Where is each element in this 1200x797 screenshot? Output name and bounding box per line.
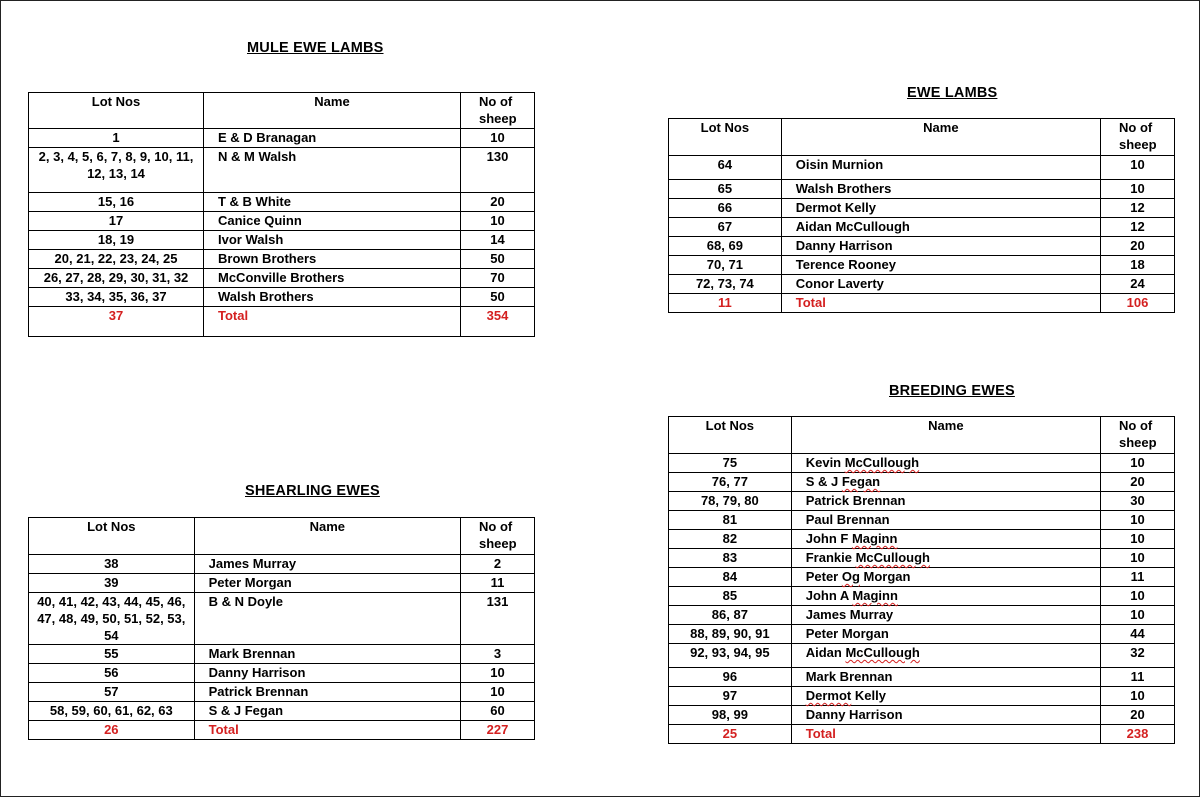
name-cell: Walsh Brothers <box>204 288 461 307</box>
count-cell: 10 <box>461 664 535 683</box>
name-cell: Ivor Walsh <box>204 231 461 250</box>
name-cell: Canice Quinn <box>204 212 461 231</box>
lot-cell: 92, 93, 94, 95 <box>669 644 792 668</box>
name-header: Name <box>791 417 1100 454</box>
total-count-cell: 238 <box>1101 725 1175 744</box>
lot-cell: 88, 89, 90, 91 <box>669 625 792 644</box>
name-cell: John A Maginn <box>791 587 1100 606</box>
lot-cell: 2, 3, 4, 5, 6, 7, 8, 9, 10, 11, 12, 13, 14 <box>29 148 204 193</box>
lot-cell: 56 <box>29 664 195 683</box>
lot-cell: 38 <box>29 555 195 574</box>
name-cell: Conor Laverty <box>781 275 1100 294</box>
table-row <box>29 645 535 664</box>
count-header: No of sheep <box>461 93 535 129</box>
lot-header: Lot Nos <box>669 119 782 156</box>
name-cell: N & M Walsh <box>204 148 461 193</box>
table-row <box>29 664 535 683</box>
lot-cell: 66 <box>669 199 782 218</box>
name-cell: S & J Fegan <box>194 702 460 721</box>
name-cell: B & N Doyle <box>194 593 460 645</box>
table-row <box>29 212 535 231</box>
count-cell: 10 <box>1101 687 1175 706</box>
table-row <box>669 275 1175 294</box>
mule-ewe-lambs-table <box>28 92 535 337</box>
count-cell: 3 <box>461 645 535 664</box>
total-lot-cell: 11 <box>669 294 782 313</box>
lot-cell: 67 <box>669 218 782 237</box>
count-cell: 130 <box>461 148 535 193</box>
count-header: No of sheep <box>461 518 535 555</box>
lot-cell: 33, 34, 35, 36, 37 <box>29 288 204 307</box>
total-name-cell: Total <box>204 307 461 337</box>
count-cell: 10 <box>461 129 535 148</box>
count-cell: 10 <box>1101 180 1175 199</box>
table-row <box>29 555 535 574</box>
lot-cell: 20, 21, 22, 23, 24, 25 <box>29 250 204 269</box>
table-row <box>669 687 1175 706</box>
table-row <box>669 549 1175 568</box>
count-cell: 10 <box>1101 156 1175 180</box>
ewe-lambs-title: EWE LAMBS <box>907 85 998 101</box>
total-row <box>669 294 1175 313</box>
breeding-ewes-title: BREEDING EWES <box>889 383 1015 399</box>
table-row <box>669 587 1175 606</box>
name-cell: Danny Harrison <box>791 706 1100 725</box>
lot-header: Lot Nos <box>669 417 792 454</box>
ewe-lambs-table <box>668 118 1175 313</box>
total-name-cell: Total <box>791 725 1100 744</box>
lot-header: Lot Nos <box>29 93 204 129</box>
header-row <box>669 417 1175 454</box>
lot-cell: 97 <box>669 687 792 706</box>
name-cell: S & J Fegan <box>791 473 1100 492</box>
table-row <box>29 593 535 645</box>
lot-cell: 65 <box>669 180 782 199</box>
table-row <box>669 511 1175 530</box>
lot-cell: 96 <box>669 668 792 687</box>
lot-cell: 98, 99 <box>669 706 792 725</box>
count-cell: 20 <box>1101 473 1175 492</box>
name-cell: Dermot Kelly <box>791 687 1100 706</box>
header-row <box>29 518 535 555</box>
lot-cell: 76, 77 <box>669 473 792 492</box>
header-row <box>29 93 535 129</box>
name-cell: Dermot Kelly <box>781 199 1100 218</box>
table-row <box>669 668 1175 687</box>
count-cell: 30 <box>1101 492 1175 511</box>
name-cell: John F Maginn <box>791 530 1100 549</box>
count-cell: 18 <box>1101 256 1175 275</box>
lot-cell: 26, 27, 28, 29, 30, 31, 32 <box>29 269 204 288</box>
name-cell: Terence Rooney <box>781 256 1100 275</box>
table-row <box>669 706 1175 725</box>
name-cell: Frankie McCullough <box>791 549 1100 568</box>
name-cell: Walsh Brothers <box>781 180 1100 199</box>
table-row <box>669 625 1175 644</box>
header-row <box>669 119 1175 156</box>
total-row <box>669 725 1175 744</box>
name-cell: E & D Branagan <box>204 129 461 148</box>
table-row <box>669 492 1175 511</box>
name-cell: T & B White <box>204 193 461 212</box>
count-cell: 20 <box>1101 237 1175 256</box>
count-cell: 32 <box>1101 644 1175 668</box>
table-row <box>669 473 1175 492</box>
count-cell: 50 <box>461 250 535 269</box>
lot-cell: 72, 73, 74 <box>669 275 782 294</box>
total-count-cell: 106 <box>1101 294 1175 313</box>
table-row <box>669 237 1175 256</box>
lot-cell: 58, 59, 60, 61, 62, 63 <box>29 702 195 721</box>
lot-cell: 83 <box>669 549 792 568</box>
name-cell: Mark Brennan <box>791 668 1100 687</box>
lot-cell: 75 <box>669 454 792 473</box>
lot-header: Lot Nos <box>29 518 195 555</box>
name-cell: Peter Morgan <box>194 574 460 593</box>
shearling-ewes-title: SHEARLING EWES <box>245 483 380 499</box>
table-row <box>669 156 1175 180</box>
count-cell: 2 <box>461 555 535 574</box>
count-cell: 44 <box>1101 625 1175 644</box>
table-row <box>29 702 535 721</box>
total-row <box>29 307 535 337</box>
count-cell: 12 <box>1101 199 1175 218</box>
lot-cell: 17 <box>29 212 204 231</box>
mule-ewe-lambs-title: MULE EWE LAMBS <box>247 40 384 56</box>
total-count-cell: 354 <box>461 307 535 337</box>
name-cell: Danny Harrison <box>194 664 460 683</box>
count-cell: 131 <box>461 593 535 645</box>
table-row <box>29 129 535 148</box>
table-row <box>29 574 535 593</box>
name-cell: Mark Brennan <box>194 645 460 664</box>
total-lot-cell: 25 <box>669 725 792 744</box>
table-row <box>669 218 1175 237</box>
lot-cell: 70, 71 <box>669 256 782 275</box>
table-row <box>669 530 1175 549</box>
name-cell: Kevin McCullough <box>791 454 1100 473</box>
total-lot-cell: 26 <box>29 721 195 740</box>
table-row <box>669 568 1175 587</box>
name-cell: Aidan McCullough <box>781 218 1100 237</box>
count-cell: 10 <box>1101 530 1175 549</box>
name-cell: James Murray <box>791 606 1100 625</box>
name-cell: Patrick Brennan <box>194 683 460 702</box>
name-cell: Paul Brennan <box>791 511 1100 530</box>
lot-cell: 85 <box>669 587 792 606</box>
total-name-cell: Total <box>781 294 1100 313</box>
count-header: No of sheep <box>1101 119 1175 156</box>
table-row <box>669 180 1175 199</box>
count-cell: 10 <box>1101 606 1175 625</box>
breeding-ewes-table <box>668 416 1175 744</box>
count-cell: 10 <box>1101 511 1175 530</box>
lot-cell: 15, 16 <box>29 193 204 212</box>
count-cell: 11 <box>1101 568 1175 587</box>
lot-cell: 86, 87 <box>669 606 792 625</box>
lot-cell: 64 <box>669 156 782 180</box>
table-row <box>669 256 1175 275</box>
lot-cell: 84 <box>669 568 792 587</box>
count-cell: 50 <box>461 288 535 307</box>
name-header: Name <box>781 119 1100 156</box>
name-cell: McConville Brothers <box>204 269 461 288</box>
count-cell: 10 <box>461 212 535 231</box>
lot-cell: 18, 19 <box>29 231 204 250</box>
total-count-cell: 227 <box>461 721 535 740</box>
name-cell: Brown Brothers <box>204 250 461 269</box>
name-cell: Patrick Brennan <box>791 492 1100 511</box>
lot-cell: 82 <box>669 530 792 549</box>
name-cell: Peter Og Morgan <box>791 568 1100 587</box>
name-cell: James Murray <box>194 555 460 574</box>
table-row <box>29 148 535 193</box>
table-row <box>669 606 1175 625</box>
count-cell: 24 <box>1101 275 1175 294</box>
count-cell: 20 <box>461 193 535 212</box>
table-row <box>29 683 535 702</box>
count-cell: 20 <box>1101 706 1175 725</box>
table-row <box>669 199 1175 218</box>
lot-cell: 40, 41, 42, 43, 44, 45, 46, 47, 48, 49, 50, 51, 52, 53, 54 <box>29 593 195 645</box>
count-cell: 11 <box>461 574 535 593</box>
name-cell: Peter Morgan <box>791 625 1100 644</box>
name-header: Name <box>194 518 460 555</box>
name-cell: Danny Harrison <box>781 237 1100 256</box>
count-cell: 10 <box>1101 454 1175 473</box>
lot-cell: 78, 79, 80 <box>669 492 792 511</box>
count-header: No of sheep <box>1101 417 1175 454</box>
lot-cell: 57 <box>29 683 195 702</box>
table-row <box>29 231 535 250</box>
count-cell: 10 <box>1101 587 1175 606</box>
lot-cell: 81 <box>669 511 792 530</box>
name-cell: Oisin Murnion <box>781 156 1100 180</box>
table-row <box>669 644 1175 668</box>
lot-cell: 1 <box>29 129 204 148</box>
lot-cell: 55 <box>29 645 195 664</box>
table-row <box>29 288 535 307</box>
shearling-ewes-table <box>28 517 535 740</box>
table-row <box>29 193 535 212</box>
table-row <box>669 454 1175 473</box>
table-row <box>29 269 535 288</box>
total-lot-cell: 37 <box>29 307 204 337</box>
lot-cell: 68, 69 <box>669 237 782 256</box>
total-row <box>29 721 535 740</box>
total-name-cell: Total <box>194 721 460 740</box>
name-cell: Aidan McCullough <box>791 644 1100 668</box>
count-cell: 10 <box>1101 549 1175 568</box>
count-cell: 60 <box>461 702 535 721</box>
count-cell: 14 <box>461 231 535 250</box>
count-cell: 10 <box>461 683 535 702</box>
count-cell: 12 <box>1101 218 1175 237</box>
count-cell: 70 <box>461 269 535 288</box>
lot-cell: 39 <box>29 574 195 593</box>
name-header: Name <box>204 93 461 129</box>
table-row <box>29 250 535 269</box>
count-cell: 11 <box>1101 668 1175 687</box>
